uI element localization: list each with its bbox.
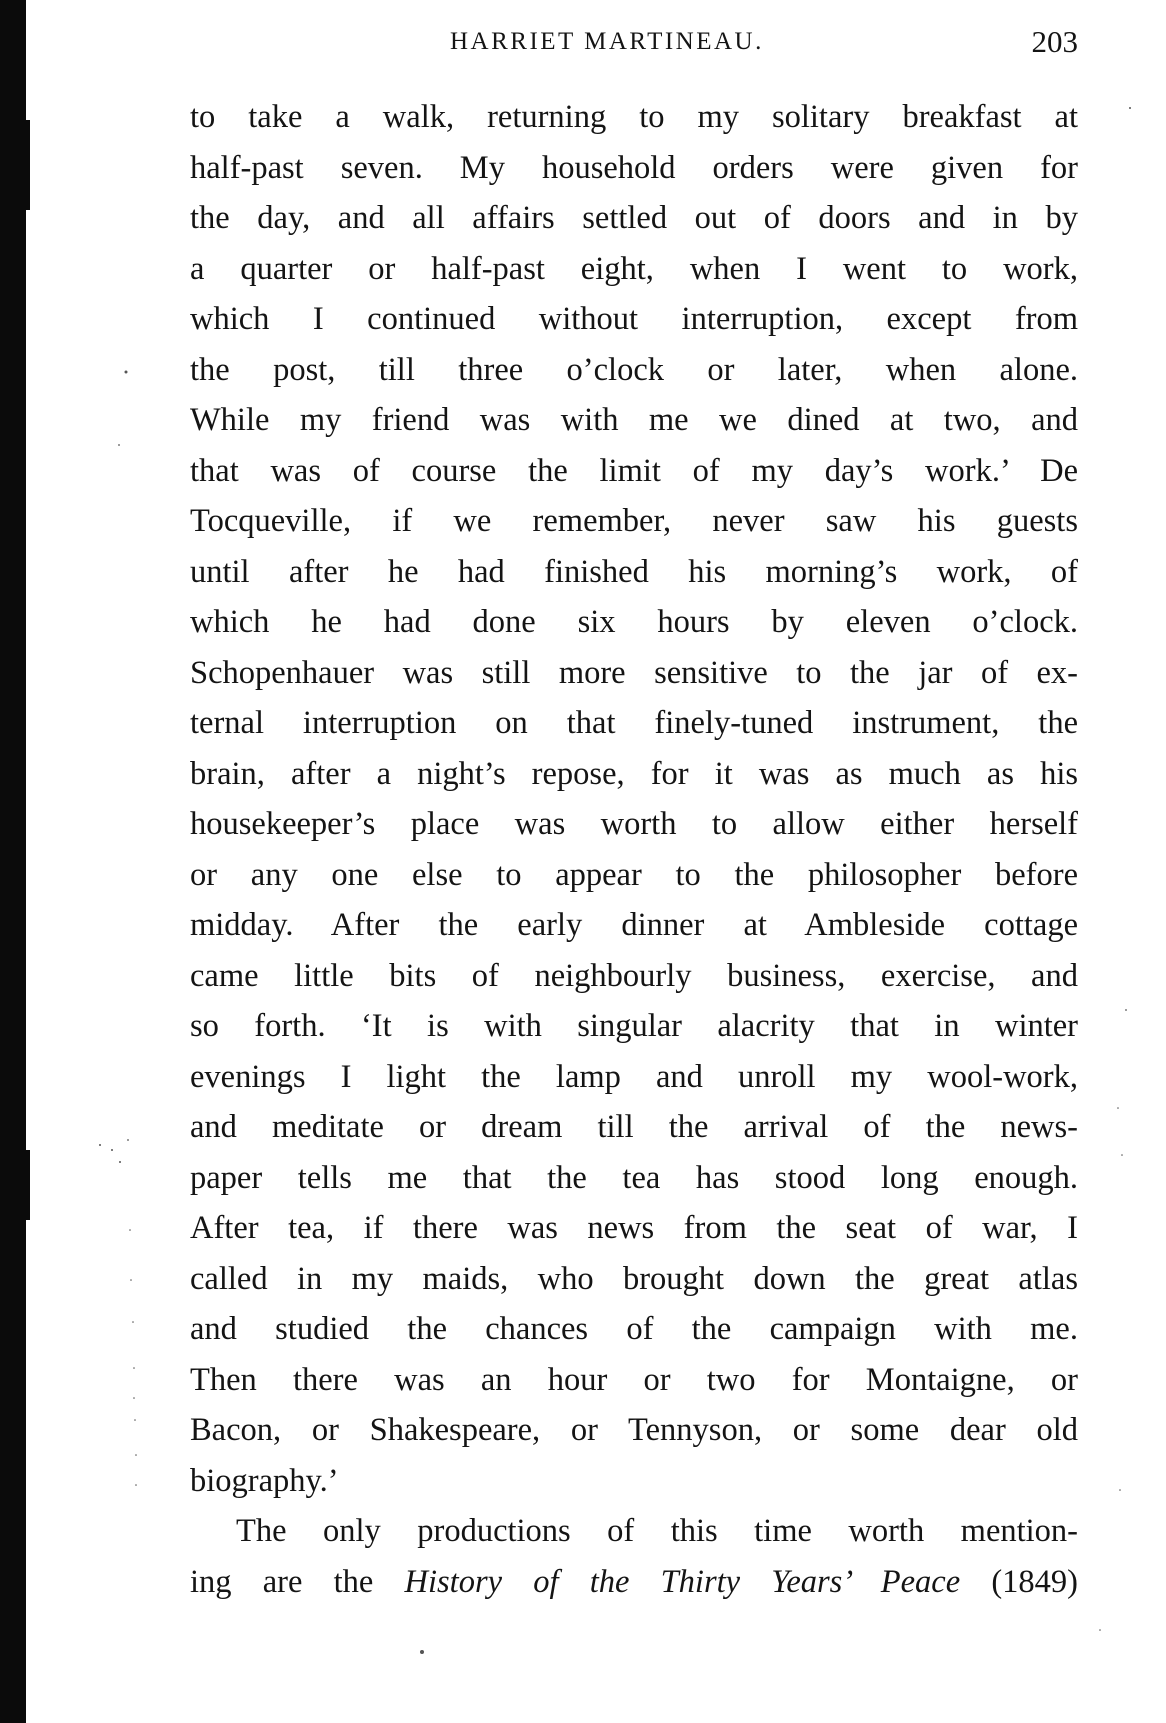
paragraph-1 bbox=[190, 92, 1078, 1506]
text-line: came little bits of neighbourly business, exercise, and bbox=[190, 957, 1078, 994]
running-header bbox=[190, 24, 1078, 64]
text-line: the post, till three o’clock or later, when alone. bbox=[190, 351, 1078, 388]
text-line: to take a walk, returning to my solitary breakfast at bbox=[190, 99, 1078, 135]
text-line: While my friend was with me we dined at two, and bbox=[190, 402, 1078, 438]
text-line: which he had done six hours by eleven o’clock. bbox=[190, 604, 1078, 640]
text-fragment: (1849) bbox=[960, 1563, 1078, 1600]
text-line: and meditate or dream till the arrival of the news- bbox=[190, 1109, 1078, 1145]
text-line: Bacon, or Shakespeare, or Tennyson, or some dear old bbox=[190, 1412, 1078, 1448]
body-text bbox=[190, 92, 1078, 1607]
text-line: so forth. ‘It is with singular alacrity that in winter bbox=[190, 1008, 1078, 1044]
text-line: midday. After the early dinner at Ambleside cottage bbox=[190, 907, 1078, 943]
text-line: housekeeper’s place was worth to allow either herself bbox=[190, 806, 1078, 842]
text-fragment: ing are the bbox=[190, 1563, 405, 1600]
page-number: 203 bbox=[1031, 24, 1078, 59]
text-line: brain, after a night’s repose, for it was as much as his bbox=[190, 755, 1078, 792]
text-line: until after he had finished his morning’s work, of bbox=[190, 553, 1078, 590]
running-title: HARRIET MARTINEAU. bbox=[450, 28, 764, 55]
paragraph-2 bbox=[190, 1506, 1078, 1607]
text-line: ternal interruption on that finely-tuned instrument, the bbox=[190, 705, 1078, 741]
text-line: a quarter or half-past eight, when I went to work, bbox=[190, 250, 1078, 287]
text-line: or any one else to appear to the philosopher before bbox=[190, 856, 1078, 893]
book-title: History of the Thirty Years’ Peace bbox=[404, 1563, 961, 1600]
text-line-with-title bbox=[190, 1557, 1078, 1608]
text-line: evenings I light the lamp and unroll my wool-work, bbox=[190, 1058, 1078, 1095]
text-line: which I continued without interruption, except from bbox=[190, 301, 1078, 337]
text-line: The only productions of this time worth mention- bbox=[236, 1513, 1078, 1549]
text-line: that was of course the limit of my day’s work.’ De bbox=[190, 452, 1078, 489]
text-line: and studied the chances of the campaign with me. bbox=[190, 1311, 1078, 1347]
text-line: half-past seven. My household orders were given for bbox=[190, 149, 1078, 186]
text-line: Then there was an hour or two for Montaigne, or bbox=[190, 1361, 1078, 1398]
text-line: Tocqueville, if we remember, never saw his guests bbox=[190, 503, 1078, 539]
text-line: Schopenhauer was still more sensitive to the jar of ex- bbox=[190, 654, 1078, 691]
text-line: After tea, if there was news from the seat of war, I bbox=[190, 1210, 1078, 1246]
text-line: the day, and all affairs settled out of doors and in by bbox=[190, 200, 1078, 236]
text-line: paper tells me that the tea has stood long enough. bbox=[190, 1159, 1078, 1196]
text-line: called in my maids, who brought down the great atlas bbox=[190, 1260, 1078, 1297]
text-line: biography.’ bbox=[190, 1462, 339, 1499]
